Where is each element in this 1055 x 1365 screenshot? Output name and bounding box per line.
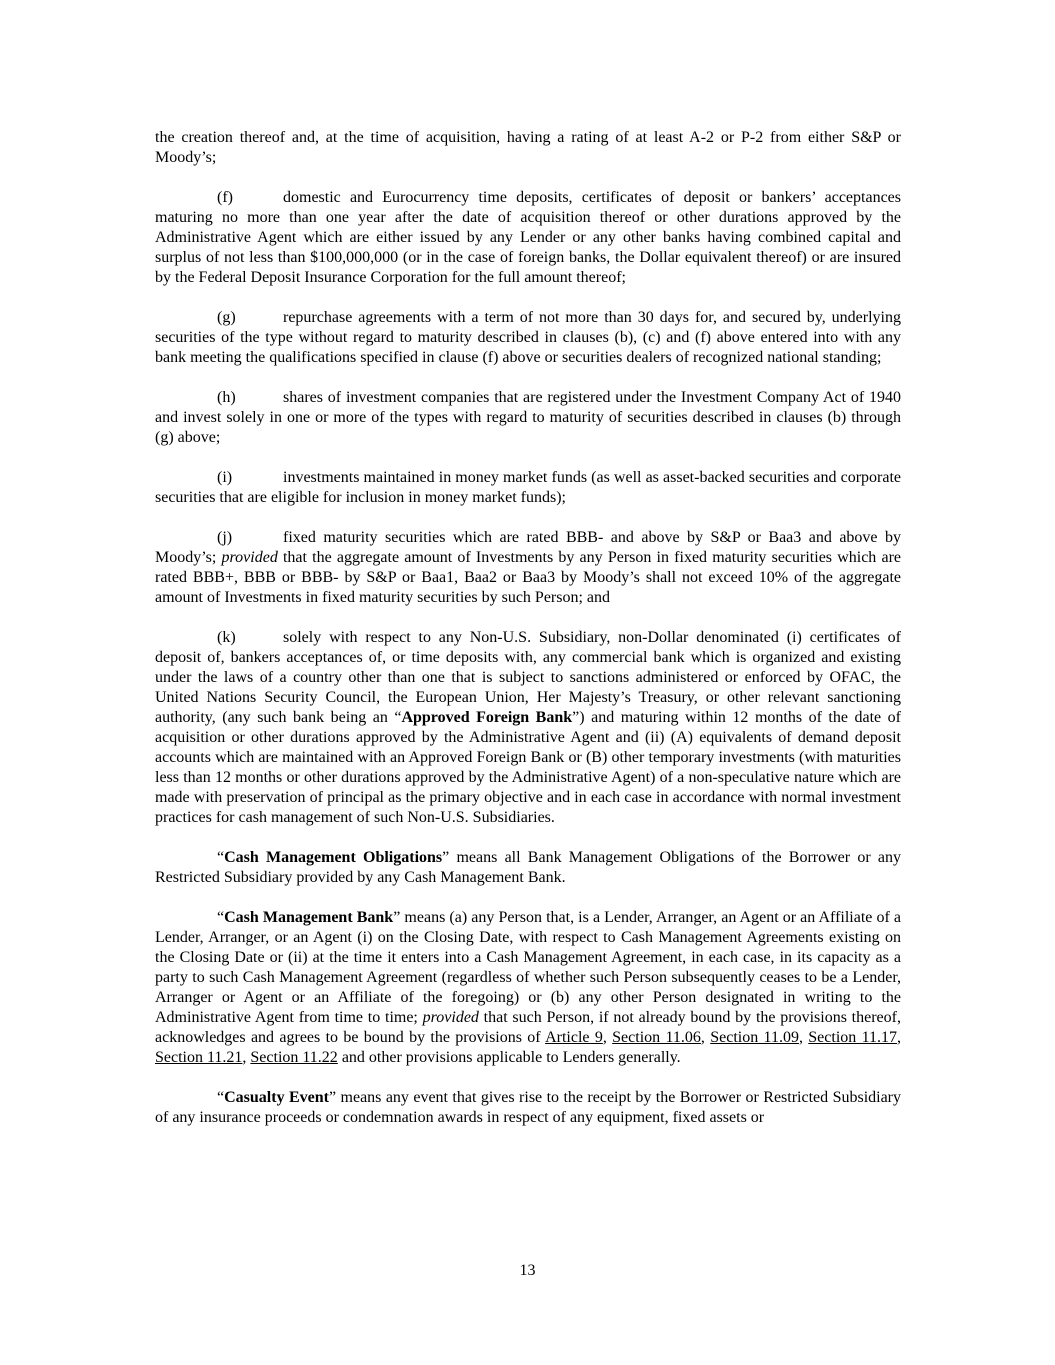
clause-f <box>155 188 901 288</box>
page-number: 13 <box>519 1262 536 1279</box>
clause-k <box>155 628 901 828</box>
clause-i-label: (i) <box>217 469 233 486</box>
clause-g-text: repurchase agreements with a term of not more than 30 days for, and secured by, underlying securities of the type without regard to maturity described in clauses (b), (c) and (f) above entered into with any bank meeting the qualifications specified in clause (f) above or securities dealers of recognized national standing; <box>155 309 901 366</box>
clause-g-label: (g) <box>217 309 236 326</box>
document-body <box>155 128 901 1148</box>
clause-i-text: investments maintained in money market funds (as well as asset-backed securities and corporate securities that are eligible for inclusion in money market funds); <box>155 469 901 506</box>
clause-j-text: fixed maturity securities which are rated BBB- and above by S&P or Baa3 and above by Moody’s; provided that the aggregate amount of Investments by any Person in fixed maturity securities which are rated BBB+, BBB or BBB- by S&P or Baa1, Baa2 or Baa3 by Moody’s shall not exceed 10% of the aggregate amount of Investments in fixed maturity securities by such Person; and <box>155 529 902 606</box>
clause-i <box>155 468 901 508</box>
clause-j-label: (j) <box>217 529 233 546</box>
clause-j <box>155 528 901 608</box>
definition-casualty-event: “Casualty Event” means any event that gives rise to the receipt by the Borrower or Restricted Subsidiary of any insurance proceeds or condemnation awards in respect of any equipment, fixed assets or <box>155 1089 902 1126</box>
paragraph-continuation: the creation thereof and, at the time of acquisition, having a rating of at least A-2 or P-2 from either S&P or Moody’s; <box>155 129 901 166</box>
clause-f-label: (f) <box>217 189 233 206</box>
clause-k-text: solely with respect to any Non-U.S. Subsidiary, non-Dollar denominated (i) certificates of deposit of, bankers acceptances of, or time deposits with, any commercial bank which is organized and existing under the laws of a country other than one that is subject to sanctions administered or enforced by OFAC, the United Nations Security Council, the European Union, Her Majesty’s Treasury, or other relevant sanctioning authority, (any such bank being an “Approved Foreign Bank”) and maturing within 12 months of the date of acquisition or other durations approved by the Administrative Agent and (ii) (A) equivalents of demand deposit accounts which are maintained with an Approved Foreign Bank or (B) other temporary investments (with maturities less than 12 months or other durations approved by the Administrative Agent) of a non-speculative nature which are made with preservation of principal as the primary objective and in each case in accordance with normal investment practices for cash management of such Non-U.S. Subsidiaries. <box>155 629 901 826</box>
clause-h <box>155 388 901 448</box>
clause-h-label: (h) <box>217 389 236 406</box>
clause-h-text: shares of investment companies that are registered under the Investment Company Act of 1940 and invest solely in one or more of the types with regard to maturity of securities described in clauses (b) through (g) above; <box>155 389 901 446</box>
definition-cash-management-bank: “Cash Management Bank” means (a) any Person that, is a Lender, Arranger, an Agent or an Affiliate of a Lender, Arranger, or an Agent (i) on the Closing Date, with respect to Cash Management Agreements existing on the Closing Date or (ii) at the time it enters into a Cash Management Agreement, in each case, in its capacity as a party to such Cash Management Agreement (regardless of whether such Person subsequently ceases to be a Lender, Arranger or Agent or an Affiliate of the foregoing) or (b) any other Person designated in writing to the Administrative Agent from time to time; provided that such Person, if not already bound by the provisions thereof, acknowledges and agrees to be bound by the provisions of Article 9, Section 11.06, Section 11.09, Section 11.17, Section 11.21, Section 11.22 and other provisions applicable to Lenders generally. <box>155 909 902 1066</box>
definition-cash-management-obligations: “Cash Management Obligations” means all Bank Management Obligations of the Borrower or any Restricted Subsidiary provided by any Cash Management Bank. <box>155 849 901 886</box>
clause-f-text: domestic and Eurocurrency time deposits, certificates of deposit or bankers’ acceptances maturing no more than one year after the date of acquisition thereof or other durations approved by the Administrative Agent which are either issued by any Lender or any other banks having combined capital and surplus of not less than $100,000,000 (or in the case of foreign banks, the Dollar equivalent thereof) or are insured by the Federal Deposit Insurance Corporation for the full amount thereof; <box>155 189 901 286</box>
clause-k-label: (k) <box>217 629 236 646</box>
clause-g <box>155 308 901 368</box>
